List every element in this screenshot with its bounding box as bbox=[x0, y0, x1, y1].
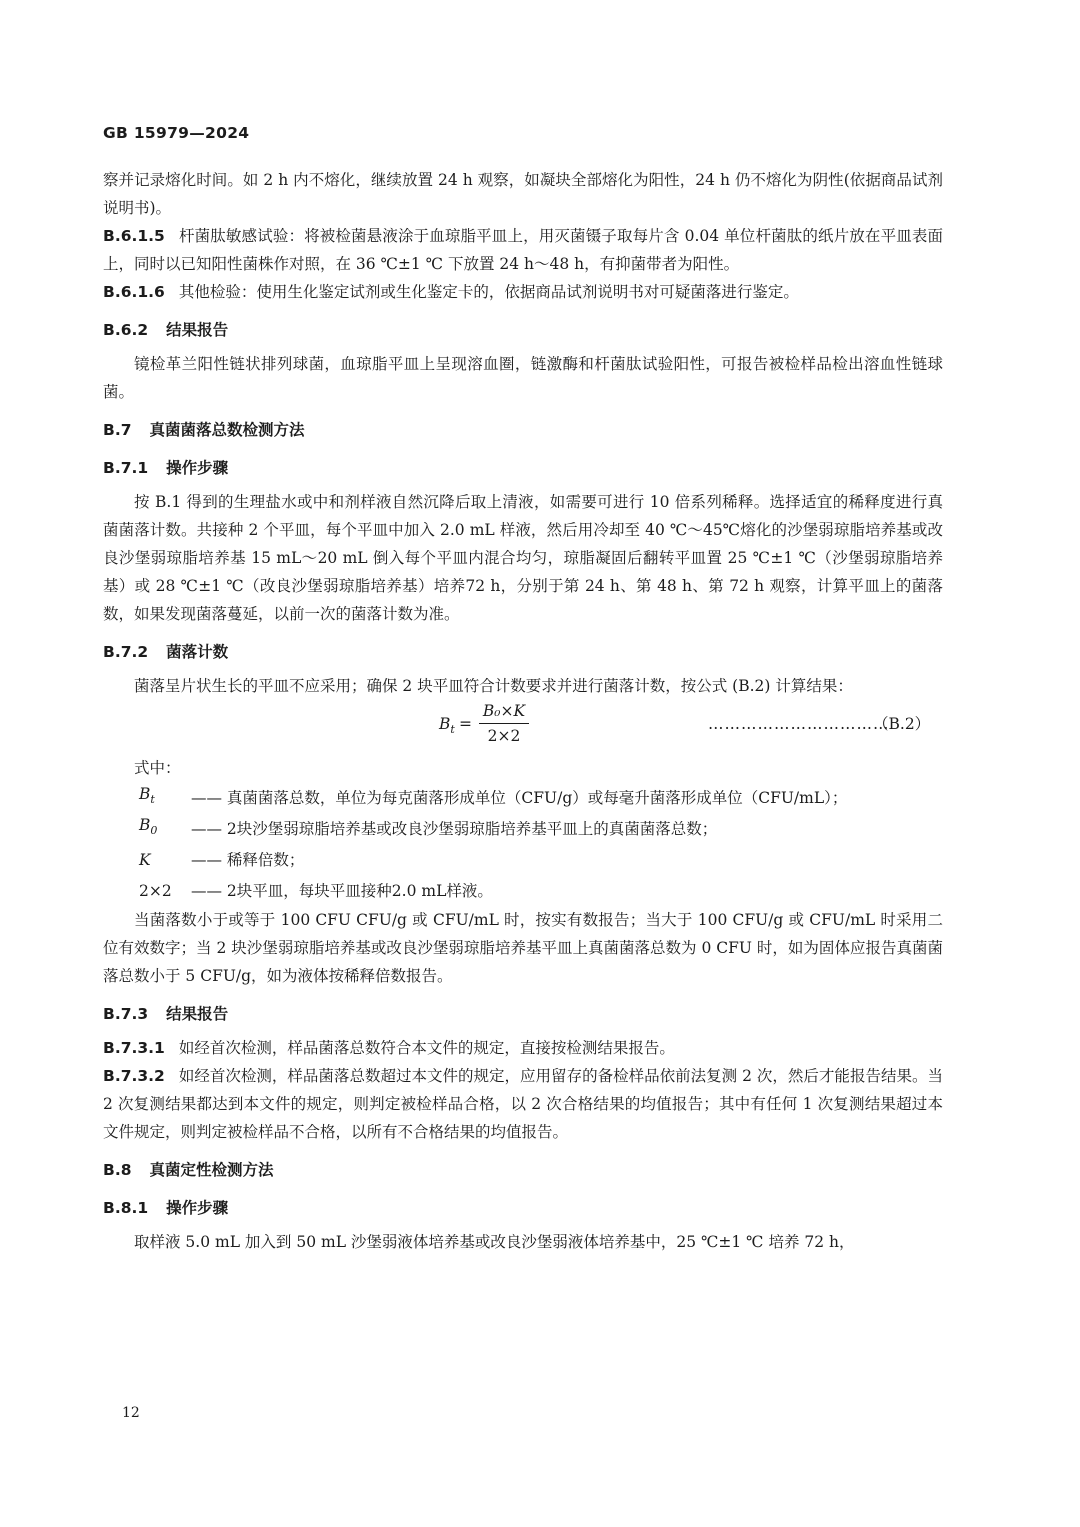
variable-row bbox=[139, 844, 943, 875]
paragraph-b81: 取样液 5.0 mL 加入到 50 mL 沙堡弱液体培养基或改良沙堡弱液体培养基中，25 ℃±1 ℃ 培养 72 h， bbox=[134, 1233, 855, 1251]
section-number: B.7.2 bbox=[103, 643, 149, 661]
section-title: 真菌菌落总数检测方法 bbox=[149, 421, 305, 439]
formula-numerator: B₀×K bbox=[479, 700, 529, 724]
section-heading-b71 bbox=[103, 454, 943, 482]
clause-b731 bbox=[103, 1034, 943, 1062]
standard-number: GB 15979—2024 bbox=[103, 124, 250, 142]
section-heading-b81 bbox=[103, 1194, 943, 1222]
section-title: 菌落计数 bbox=[166, 643, 229, 661]
page-content bbox=[103, 166, 943, 1256]
section-number: B.7.3 bbox=[103, 1005, 149, 1023]
paragraph-b72-report: 当菌落数小于或等于 100 CFU CFU/g 或 CFU/mL 时，按实有数报告；当大于 100 CFU/g 或 CFU/mL 时采用二位有效数字；当 2 块沙堡弱琼脂培养基或改良沙堡弱琼脂培养基平皿上真菌菌落总数为 0 CFU 时，如为固体应报告真菌菌落总数小于 5 CFU/g，如为液体按稀释倍数报告。 bbox=[103, 911, 943, 985]
section-heading-b62 bbox=[103, 316, 943, 344]
section-title: 结果报告 bbox=[166, 1005, 229, 1023]
variable-row bbox=[139, 813, 943, 844]
section-title: 真菌定性检测方法 bbox=[149, 1161, 274, 1179]
formula-denominator: 2×2 bbox=[487, 727, 521, 745]
clause-number: B.6.1.5 bbox=[103, 227, 165, 245]
clause-text: 其他检验：使用生化鉴定试剂或生化鉴定卡的，依据商品试剂说明书对可疑菌落进行鉴定。 bbox=[178, 283, 799, 301]
section-heading-b72 bbox=[103, 638, 943, 666]
section-number: B.6.2 bbox=[103, 321, 149, 339]
paragraph-continuation: 察并记录熔化时间。如 2 h 内不熔化，继续放置 24 h 观察，如凝块全部熔化为阳性，24 h 仍不熔化为阴性(依据商品试剂说明书)。 bbox=[103, 171, 943, 217]
clause-number: B.6.1.6 bbox=[103, 283, 165, 301]
clause-number: B.7.3.2 bbox=[103, 1067, 165, 1085]
section-heading-b7 bbox=[103, 416, 943, 444]
clause-b732 bbox=[103, 1062, 943, 1146]
formula-leader-dots: …………………………… bbox=[708, 715, 890, 733]
formula-equals: = bbox=[459, 715, 472, 733]
paragraph-b72: 菌落呈片状生长的平皿不应采用；确保 2 块平皿符合计数要求并进行菌落计数，按公式 (B.2) 计算结果： bbox=[134, 677, 853, 695]
variable-description: —— 2块平皿，每块平皿接种2.0 mL样液。 bbox=[191, 881, 493, 900]
paragraph-b71: 按 B.1 得到的生理盐水或中和剂样液自然沉降后取上清液，如需要可进行 10 倍系列稀释。选择适宜的稀释度进行真菌菌落计数。共接种 2 个平皿，每个平皿中加入 2.0 mL 样液，然后用冷却至 40 ℃～45℃熔化的沙堡弱琼脂培养基或改良沙堡弱琼脂培养基 15 mL～20 mL 倒入每个平皿内混合均匀，琼脂凝固后翻转平皿置 25 ℃±1 ℃（沙堡弱琼脂培养基）或 28 ℃±1 ℃（改良沙堡弱琼脂培养基）培养72 h，分别于第 24 h、第 48 h、第 72 h 观察，计算平皿上的菌落数，如果发现菌落蔓延，以前一次的菌落计数为准。 bbox=[103, 493, 943, 623]
clause-number: B.7.3.1 bbox=[103, 1039, 165, 1057]
section-title: 操作步骤 bbox=[166, 459, 229, 477]
clause-b616 bbox=[103, 278, 943, 306]
section-title: 操作步骤 bbox=[166, 1199, 229, 1217]
page-number: 12 bbox=[122, 1405, 140, 1421]
section-title: 结果报告 bbox=[166, 321, 229, 339]
variable-list bbox=[139, 782, 943, 906]
section-heading-b8 bbox=[103, 1156, 943, 1184]
formula-label: （B.2） bbox=[873, 715, 931, 733]
section-number: B.8.1 bbox=[103, 1199, 149, 1217]
formula-b2 bbox=[103, 700, 943, 750]
variable-symbol: $B_t$ bbox=[139, 785, 155, 807]
variable-row bbox=[139, 782, 943, 813]
formula-lhs: $B_t$ bbox=[439, 715, 455, 737]
section-number: B.8 bbox=[103, 1161, 132, 1179]
variable-description: —— 真菌菌落总数，单位为每克菌落形成单位（CFU/g）或每毫升菌落形成单位（CFU/mL）； bbox=[191, 788, 848, 807]
clause-b615 bbox=[103, 222, 943, 278]
paragraph-b62: 镜检革兰阳性链状排列球菌，血琼脂平皿上呈现溶血圈，链激酶和杆菌肽试验阳性，可报告被检样品检出溶血性链球菌。 bbox=[103, 355, 943, 401]
section-number: B.7 bbox=[103, 421, 132, 439]
clause-text: 如经首次检测，样品菌落总数超过本文件的规定，应用留存的备检样品依前法复测 2 次，然后才能报告结果。当 2 次复测结果都达到本文件的规定，则判定被检样品合格，以 2 次合格结果的均值报告；其中有任何 1 次复测结果超过本文件规定，则判定被检样品不合格，以所有不合格结果的均值报告。 bbox=[103, 1067, 943, 1141]
variable-row bbox=[139, 875, 943, 906]
clause-text: 如经首次检测，样品菌落总数符合本文件的规定，直接按检测结果报告。 bbox=[178, 1039, 675, 1057]
clause-text: 杆菌肽敏感试验：将被检菌悬液涂于血琼脂平皿上，用灭菌镊子取每片含 0.04 单位杆菌肽的纸片放在平皿表面上，同时以已知阳性菌株作对照，在 36 ℃±1 ℃ 下放置 24 h～48 h，有抑菌带者为阳性。 bbox=[103, 227, 943, 273]
variable-symbol: 2×2 bbox=[139, 881, 172, 900]
formula-fraction bbox=[479, 700, 529, 747]
variable-description: —— 稀释倍数； bbox=[191, 850, 305, 869]
where-label: 式中： bbox=[134, 759, 181, 777]
section-number: B.7.1 bbox=[103, 459, 149, 477]
variable-description: —— 2块沙堡弱琼脂培养基或改良沙堡弱琼脂培养基平皿上的真菌菌落总数； bbox=[191, 819, 718, 838]
variable-symbol: K bbox=[139, 850, 151, 869]
variable-symbol: $B_0$ bbox=[139, 816, 158, 838]
section-heading-b73 bbox=[103, 1000, 943, 1028]
